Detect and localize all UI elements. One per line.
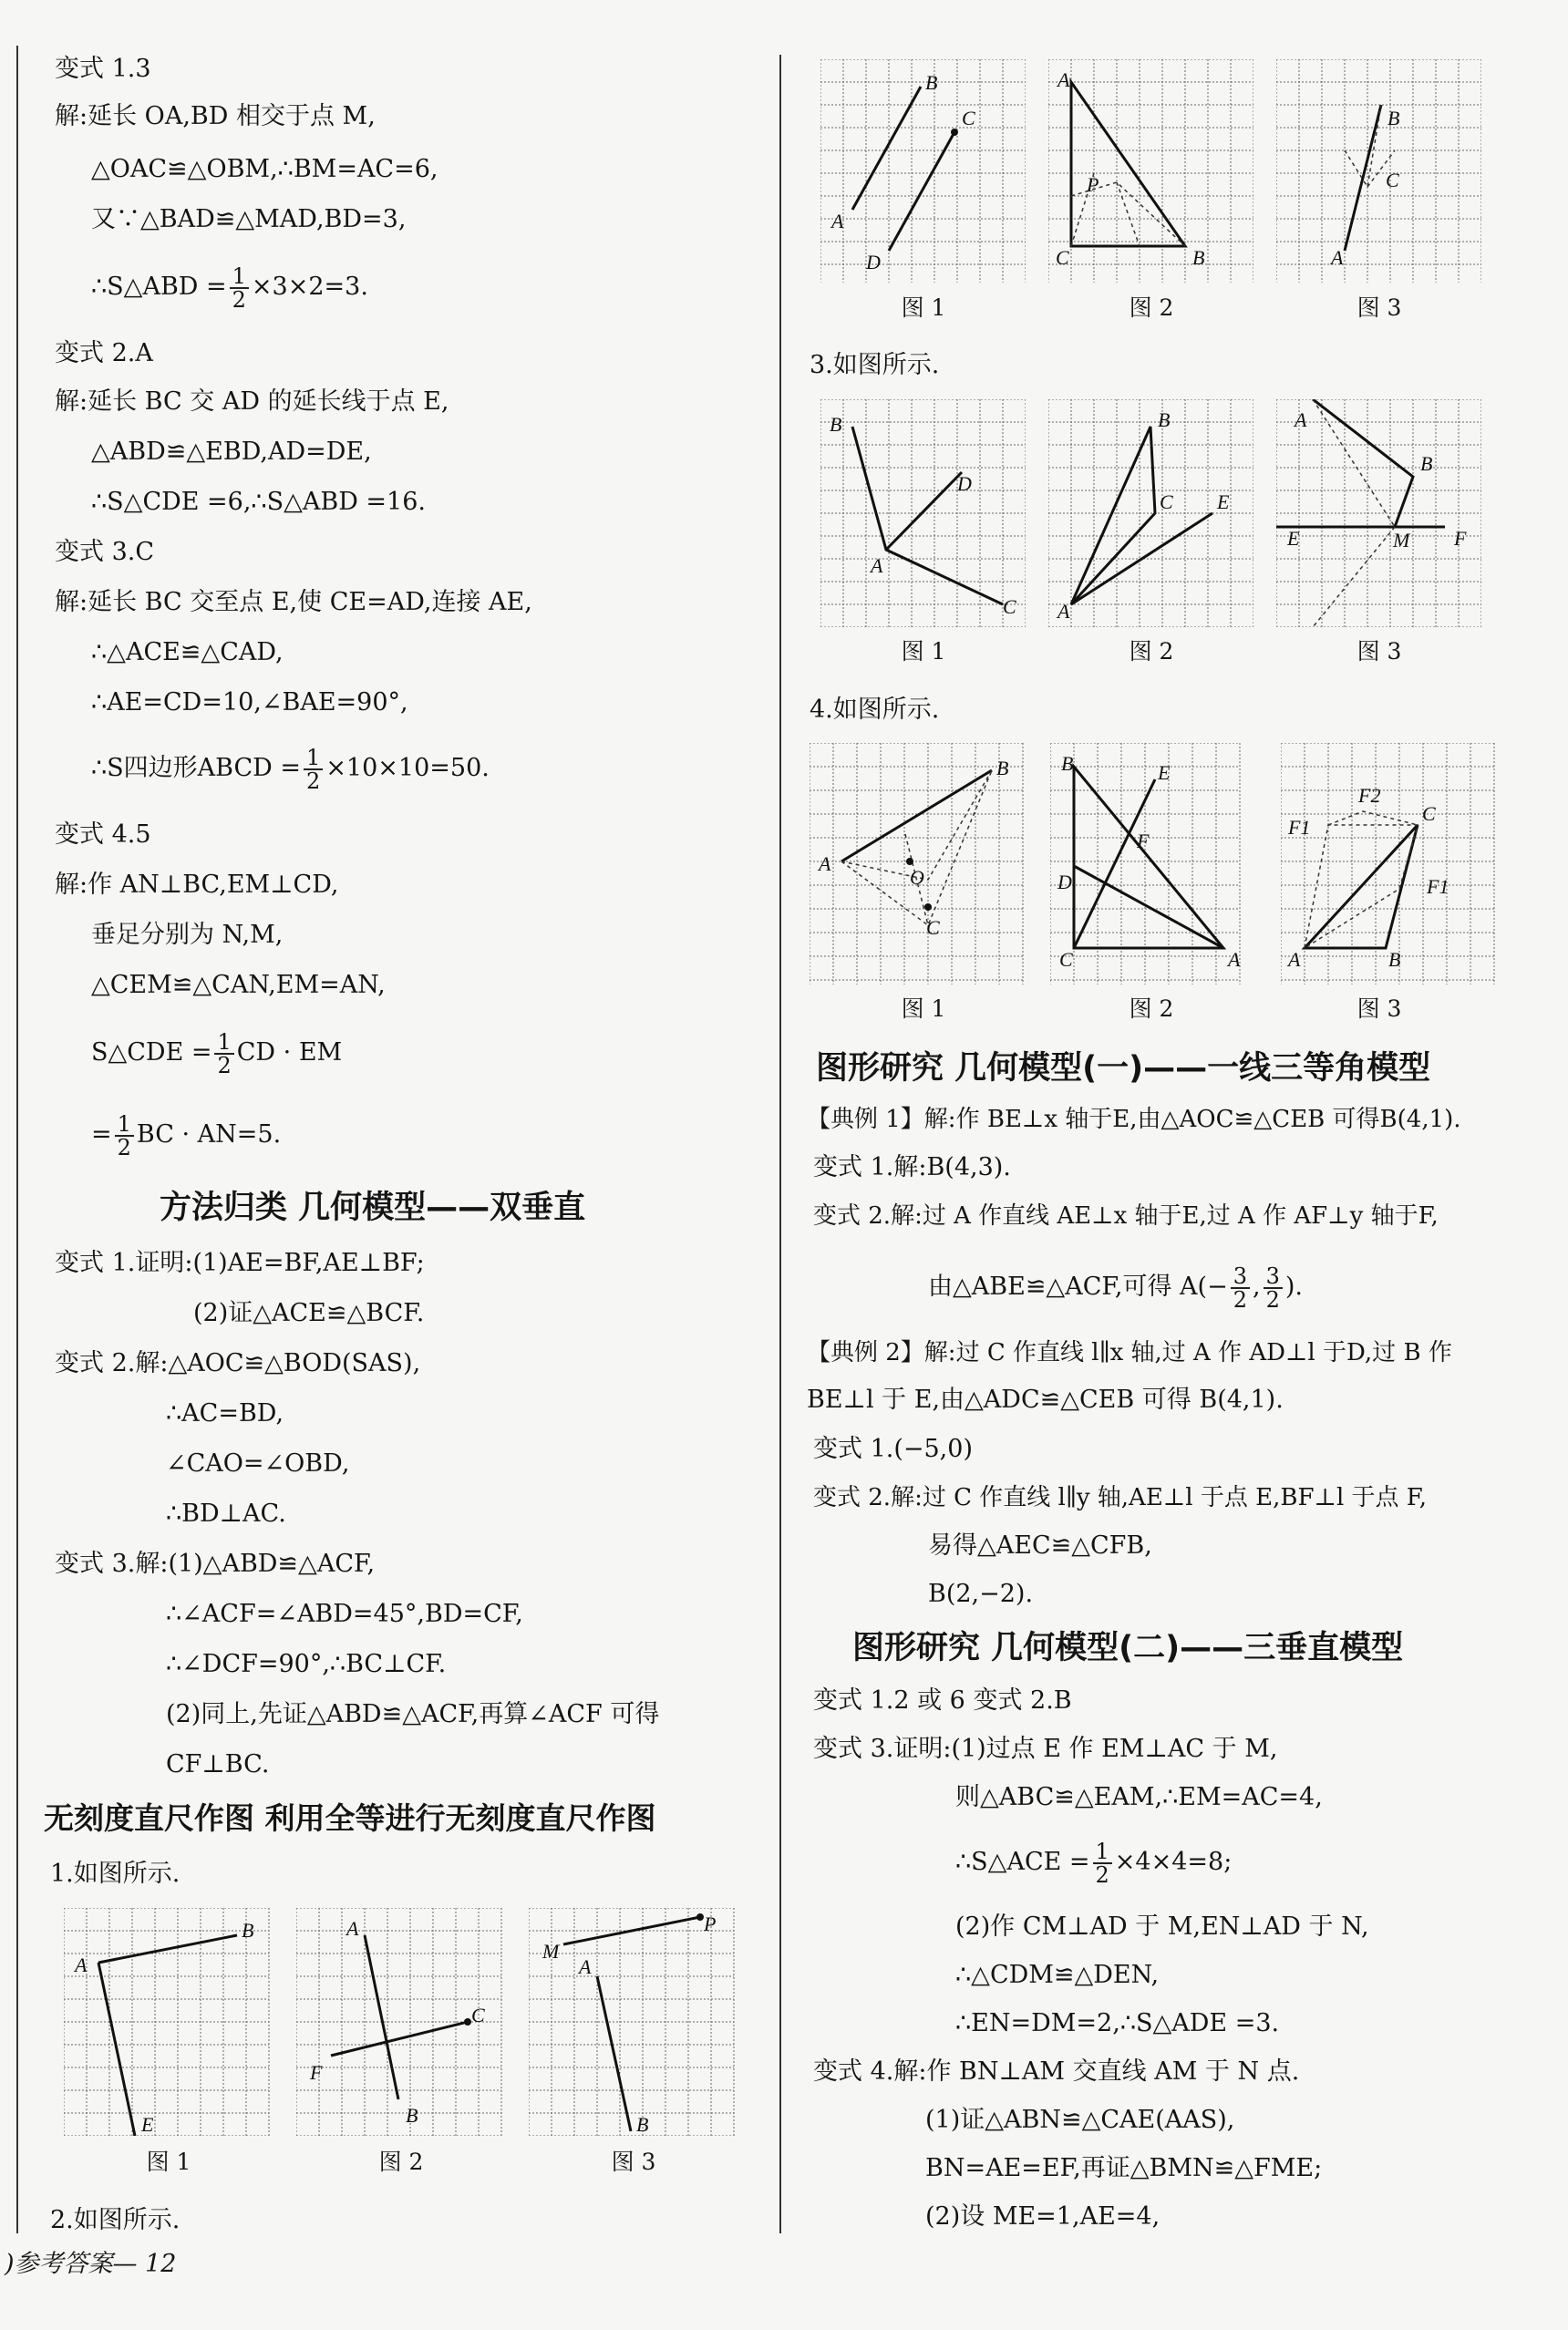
text-line: ∴AC=BD, — [166, 1399, 284, 1428]
point-label: C — [926, 916, 940, 939]
text-line: ∴△CDM≌△DEN, — [955, 1961, 1160, 1989]
text-line: (2)设 ME=1,AE=4, — [925, 2202, 1161, 2231]
q3-figure-1 — [820, 399, 1026, 627]
text-line: (2)同上,先证△ABD≌△ACF,再算∠ACF 可得 — [166, 1700, 660, 1728]
point-label: F2 — [1358, 784, 1381, 807]
text-line: 2.如图所示. — [50, 2206, 181, 2234]
formula-line — [91, 264, 368, 311]
point-label: B — [406, 2104, 418, 2127]
point-label: F — [310, 2061, 323, 2084]
section-heading: 图形研究 几何模型(一)——一线三等角模型 — [816, 1050, 1431, 1087]
point-label: C — [1386, 169, 1399, 191]
text-line: ∠CAO=∠OBD, — [166, 1449, 350, 1478]
fraction: $\frac{1}{2}$ — [115, 1113, 134, 1159]
formula-lhs: ∴S△ABD = — [91, 273, 227, 301]
text-line: 变式 3.C — [55, 538, 155, 566]
point-label: B — [1420, 452, 1433, 475]
point-label: C — [1059, 948, 1073, 971]
figure-caption: 图 2 — [378, 2149, 424, 2175]
grid-lines — [64, 1908, 269, 2136]
point-label: F — [1454, 527, 1467, 550]
q1-figure-1 — [64, 1908, 273, 2136]
figure-caption: 图 2 — [1129, 294, 1174, 321]
formula-lhs: = — [91, 1120, 112, 1149]
text-line: BN=AE=EF,再证△BMN≌△FME; — [925, 2154, 1323, 2182]
figure-caption: 图 2 — [1129, 638, 1174, 665]
formula-rhs: BC · AN=5. — [136, 1120, 282, 1149]
fraction: $\frac{1}{2}$ — [304, 747, 323, 792]
point-label: M — [542, 1940, 560, 1963]
point-label: C — [1160, 490, 1173, 513]
text-line: ∴∠DCF=90°,∴BC⊥CF. — [166, 1650, 447, 1678]
formula-lhs: 由△ABE≌△ACF,可得 A(− — [928, 1273, 1228, 1301]
point-label: A — [1228, 948, 1241, 971]
text-line: 易得△AEC≌△CFB, — [928, 1531, 1152, 1560]
formula-rhs: ). — [1284, 1273, 1303, 1301]
column-divider — [779, 55, 781, 2233]
point-label: B — [925, 71, 938, 94]
point-label: B — [830, 413, 842, 436]
text-line: 垂足分别为 N,M, — [91, 921, 284, 949]
text-line: ∴AE=CD=10,∠BAE=90°, — [91, 688, 408, 717]
point-label: C — [1056, 246, 1069, 269]
q4-figure-2 — [1050, 743, 1260, 985]
figure-caption: 图 2 — [1129, 995, 1174, 1022]
q2-figure-3 — [1276, 59, 1481, 283]
point-label: A — [346, 1917, 359, 1940]
figure-caption: 图 3 — [1357, 638, 1402, 665]
formula-rhs: CD · EM — [236, 1038, 343, 1067]
text-line: 变式 4.解:作 BN⊥AM 交直线 AM 于 N 点. — [813, 2057, 1300, 2086]
point-label: A — [1288, 948, 1301, 971]
fraction: $\frac{3}{2}$ — [1231, 1265, 1250, 1311]
formula-lhs: ∴S四边形ABCD = — [91, 754, 302, 782]
text-line: 变式 2.解:过 A 作直线 AE⊥x 轴于E,过 A 作 AF⊥y 轴于F, — [813, 1202, 1439, 1230]
point-label: F1 — [1288, 816, 1311, 839]
point-label: A — [1057, 68, 1070, 91]
point-label: E — [1217, 490, 1230, 513]
formula-line — [955, 1840, 1232, 1886]
text-line: CF⊥BC. — [166, 1750, 270, 1778]
text-line: 又∵△BAD≌△MAD,BD=3, — [91, 205, 407, 233]
text-line: 变式 1.(−5,0) — [813, 1435, 973, 1463]
fraction: $\frac{1}{2}$ — [1093, 1840, 1112, 1886]
point-label: B — [1061, 752, 1074, 775]
point-label: D — [957, 472, 972, 495]
text-line: 1.如图所示. — [50, 1860, 181, 1888]
fraction: $\frac{1}{2}$ — [230, 265, 249, 311]
page-footer: )参考答案— 12 — [5, 2250, 177, 2278]
point-label: C — [1422, 802, 1436, 825]
text-line: 解:作 AN⊥BC,EM⊥CD, — [55, 871, 339, 899]
point-label: E — [141, 2113, 154, 2136]
q4-figure-3 — [1281, 743, 1500, 985]
q1-figure-3 — [529, 1908, 738, 2136]
point-label: F — [1137, 830, 1150, 852]
text-line: △ABD≌△EBD,AD=DE, — [91, 438, 372, 466]
point-label: A — [819, 852, 831, 875]
q3-figure-3 — [1276, 399, 1481, 627]
point-label: D — [866, 251, 881, 273]
point-label: A — [871, 554, 883, 577]
point-label: A — [1295, 408, 1307, 431]
text-line: 则△ABC≌△EAM,∴EM=AC=4, — [955, 1783, 1323, 1811]
text-line: 【典例 1】解:作 BE⊥x 轴于E,由△AOC≌△CEB 可得B(4,1). — [807, 1106, 1461, 1133]
point-label: A — [831, 210, 844, 232]
text-line: △OAC≌△OBM,∴BM=AC=6, — [91, 155, 438, 183]
figure-caption: 图 1 — [901, 638, 946, 665]
text-line: 变式 1.2 或 6 变式 2.B — [813, 1686, 1072, 1715]
text-line: 变式 2.解:过 C 作直线 l∥y 轴,AE⊥l 于点 E,BF⊥l 于点 F, — [813, 1484, 1428, 1511]
point-label: M — [1393, 529, 1410, 552]
point-label: B — [1388, 948, 1401, 971]
text-line: ∴BD⊥AC. — [166, 1500, 286, 1528]
text-line: (1)证△ABN≌△CAE(AAS), — [925, 2106, 1235, 2134]
text-line: BE⊥l 于 E,由△ADC≌△CEB 可得 B(4,1). — [807, 1386, 1284, 1414]
formula-rhs: ×10×10=50. — [325, 754, 490, 782]
text-line: 解:延长 BC 交 AD 的延长线于点 E, — [55, 387, 449, 416]
formula-line — [928, 1262, 1303, 1313]
point-label: B — [996, 757, 1009, 779]
text-line: (2)证△ACE≌△BCF. — [193, 1299, 425, 1327]
text-line: ∴△ACE≌△CAD, — [91, 638, 284, 666]
point-label: B — [1192, 246, 1205, 269]
formula-sep: , — [1253, 1273, 1261, 1301]
figure-caption: 图 3 — [1357, 995, 1402, 1022]
text-line: 变式 2.A — [55, 339, 153, 367]
fraction: $\frac{3}{2}$ — [1264, 1265, 1283, 1311]
text-line: 变式 1.解:B(4,3). — [813, 1153, 1011, 1181]
q4-figure-1 — [810, 743, 1028, 985]
q2-figure-1 — [820, 59, 1026, 283]
point-label: A — [1331, 246, 1344, 269]
text-line: 【典例 2】解:过 C 作直线 l∥x 轴,过 A 作 AD⊥l 于D,过 B 作 — [807, 1339, 1452, 1366]
text-line: 变式 4.5 — [55, 820, 151, 849]
point-label: A — [1057, 600, 1070, 623]
q3-figure-2 — [1048, 399, 1253, 627]
figure-caption: 图 1 — [901, 995, 946, 1022]
point-label: O — [910, 866, 924, 889]
figure-caption: 图 1 — [901, 294, 946, 321]
point-label: F1 — [1427, 875, 1449, 898]
text-line: ∴EN=DM=2,∴S△ADE =3. — [955, 2009, 1280, 2037]
formula-rhs: ×4×4=8; — [1114, 1848, 1233, 1876]
point-label: E — [1158, 761, 1171, 784]
text-line: 3.如图所示. — [810, 351, 940, 379]
formula-line — [91, 746, 490, 792]
fraction: $\frac{1}{2}$ — [214, 1031, 233, 1077]
point-label: B — [1387, 107, 1400, 129]
point-label: E — [1287, 527, 1300, 550]
point-label: C — [962, 107, 975, 129]
left-margin-line — [16, 46, 18, 2233]
text-line: 解:延长 OA,BD 相交于点 M, — [55, 102, 376, 130]
text-line: 4.如图所示. — [810, 696, 940, 724]
text-line: 变式 1.证明:(1)AE=BF,AE⊥BF; — [55, 1249, 425, 1277]
point-label: A — [75, 1954, 88, 1976]
section-heading: 无刻度直尺作图 利用全等进行无刻度直尺作图 — [44, 1800, 656, 1836]
figure-caption: 图 1 — [146, 2149, 191, 2175]
formula-lhs: S△CDE = — [91, 1038, 212, 1067]
point-label: A — [579, 1955, 592, 1978]
point-label: C — [1003, 595, 1016, 618]
point-label: P — [1087, 173, 1099, 196]
point-label: C — [471, 2004, 485, 2026]
text-line: ∴∠ACF=∠ABD=45°,BD=CF, — [166, 1600, 523, 1628]
text-line: ∴S△CDE =6,∴S△ABD =16. — [91, 488, 426, 516]
point-label: B — [636, 2113, 649, 2136]
text-line: 变式 3.证明:(1)过点 E 作 EM⊥AC 于 M, — [813, 1735, 1278, 1763]
point-label: B — [242, 1919, 254, 1942]
formula-rhs: ×3×2=3. — [251, 273, 368, 301]
text-line: 变式 2.解:△AOC≌△BOD(SAS), — [55, 1349, 421, 1377]
q2-figure-2 — [1048, 59, 1253, 283]
point-label: P — [704, 1912, 717, 1935]
q1-figure-2 — [296, 1908, 506, 2136]
section-heading: 方法归类 几何模型——双垂直 — [160, 1190, 586, 1226]
figure-caption: 图 3 — [1357, 294, 1402, 321]
formula-lhs: ∴S△ACE = — [955, 1848, 1090, 1876]
text-line: B(2,−2). — [928, 1580, 1034, 1608]
formula-line — [91, 1112, 281, 1159]
section-heading: 图形研究 几何模型(二)——三垂直模型 — [852, 1630, 1404, 1666]
text-line: △CEM≌△CAN,EM=AN, — [91, 971, 386, 999]
point-label: B — [1158, 408, 1171, 431]
formula-line — [91, 1030, 342, 1077]
text-line: 解:延长 BC 交至点 E,使 CE=AD,连接 AE, — [55, 588, 532, 616]
point-label: D — [1057, 871, 1072, 893]
text-line: 变式 1.3 — [55, 55, 151, 83]
text-line: (2)作 CM⊥AD 于 M,EN⊥AD 于 N, — [955, 1912, 1369, 1941]
text-line: 变式 3.解:(1)△ABD≌△ACF, — [55, 1550, 376, 1578]
figure-caption: 图 3 — [611, 2149, 656, 2175]
